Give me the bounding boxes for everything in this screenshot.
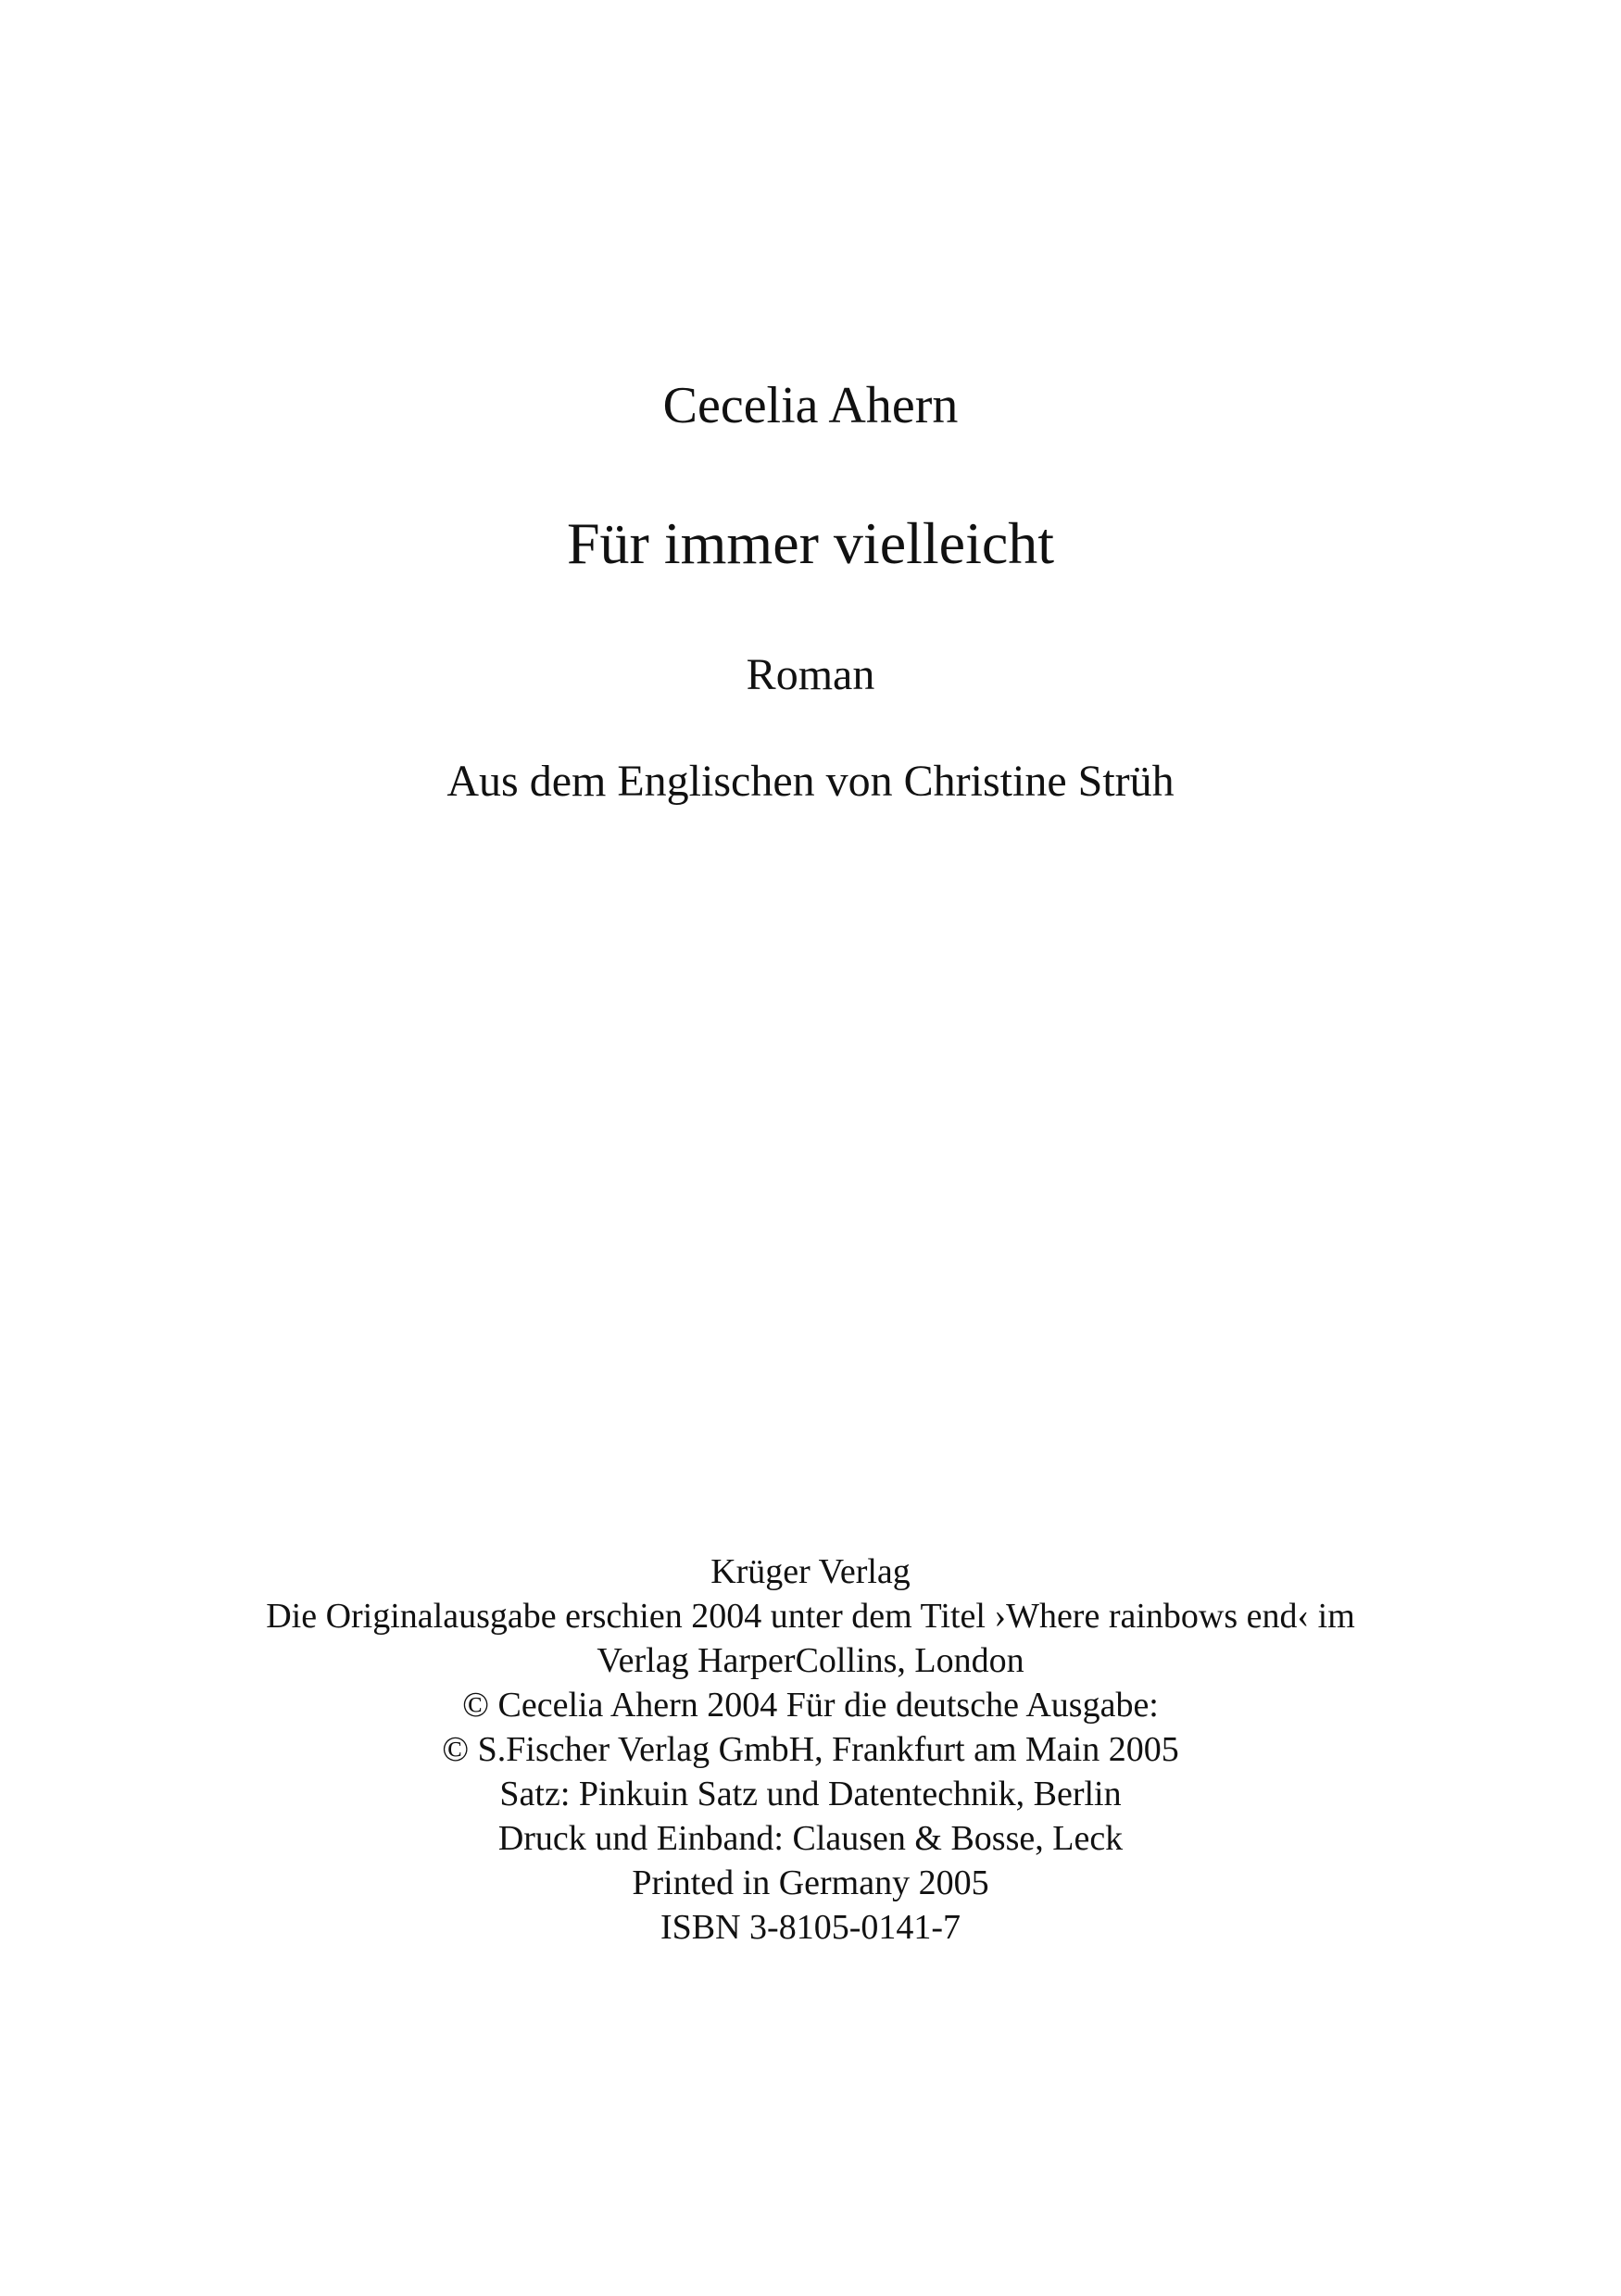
imprint-isbn: ISBN 3-8105-0141-7 <box>660 1908 961 1947</box>
book-title: Für immer vielleicht <box>566 510 1055 576</box>
imprint-copyright-german: © S.Fischer Verlag GmbH, Frankfurt am Main 2005 <box>442 1730 1179 1769</box>
imprint-publisher: Krüger Verlag <box>710 1552 911 1591</box>
translator-credit: Aus dem Englischen von Christine Strüh <box>446 757 1175 806</box>
imprint-copyright-author: © Cecelia Ahern 2004 Für die deutsche Ausgabe: <box>462 1686 1159 1725</box>
imprint-printing: Druck und Einband: Clausen & Bosse, Leck <box>497 1819 1124 1858</box>
author-name: Cecelia Ahern <box>662 377 959 434</box>
imprint-printed-in: Printed in Germany 2005 <box>632 1863 989 1902</box>
genre-label: Roman <box>746 650 875 699</box>
imprint-typesetting: Satz: Pinkuin Satz und Datentechnik, Berlin <box>499 1775 1122 1813</box>
imprint-original-edition: Die Originalausgabe erschien 2004 unter dem Titel ›Where rainbows end‹ im <box>266 1597 1355 1636</box>
imprint-original-publisher: Verlag HarperCollins, London <box>597 1641 1024 1680</box>
imprint-block <box>0 1549 1621 1950</box>
